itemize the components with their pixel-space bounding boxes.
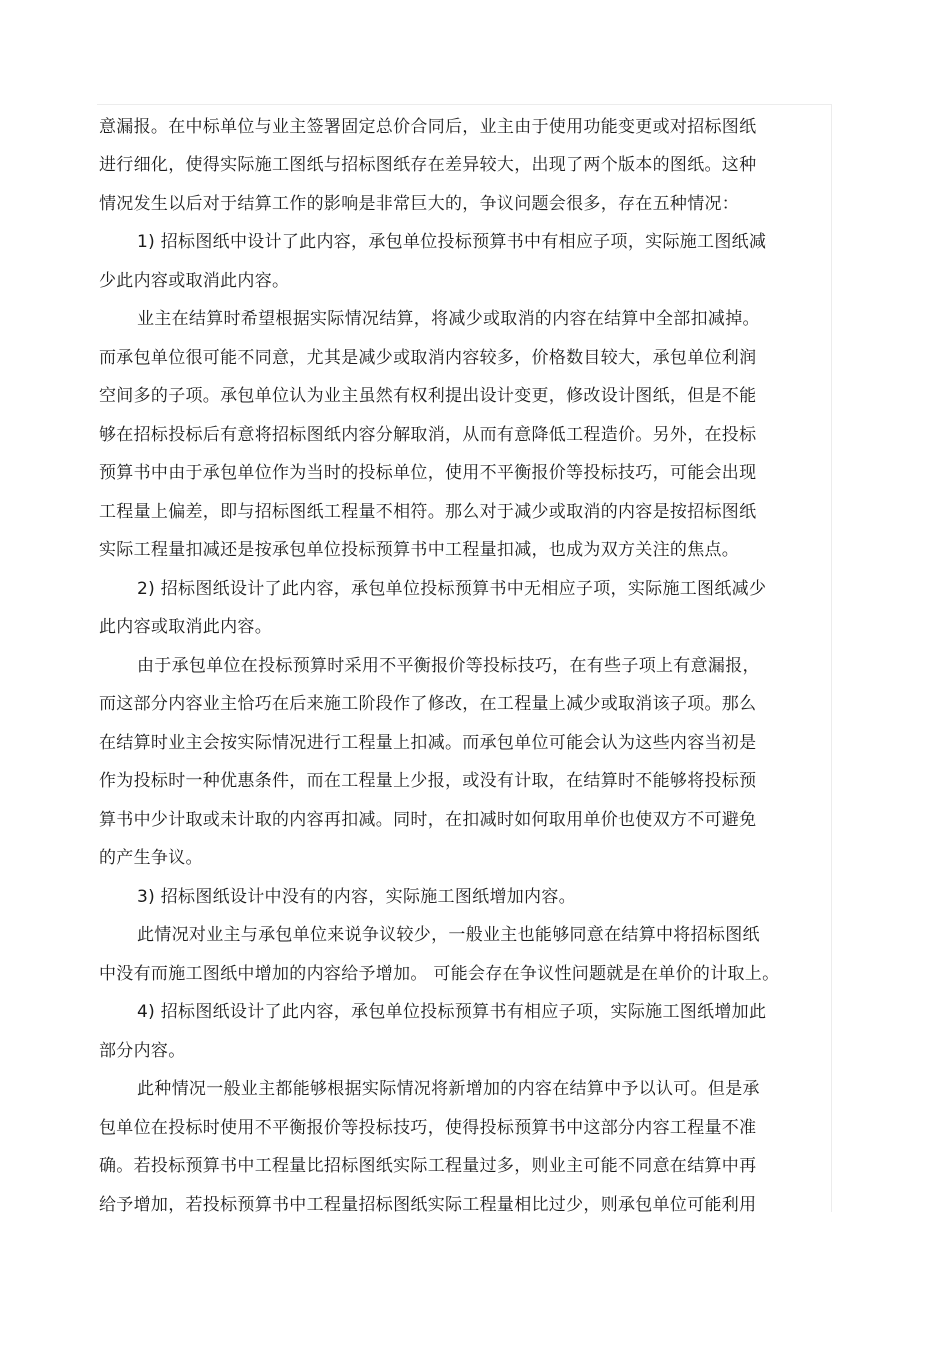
text-line: 进行细化，使得实际施工图纸与招标图纸存在差异较大，出现了两个版本的图纸。这种 xyxy=(99,155,757,175)
text-line: 而承包单位很可能不同意，尤其是减少或取消内容较多，价格数目较大，承包单位利润 xyxy=(99,348,757,368)
text-line: 工程量上偏差，即与招标图纸工程量不相符。那么对于减少或取消的内容是按招标图纸 xyxy=(99,502,757,522)
text-line: 够在招标投标后有意将招标图纸内容分解取消，从而有意降低工程造价。另外，在投标 xyxy=(99,425,757,445)
text-line: 的产生争议。 xyxy=(99,848,203,868)
text-line: 实际工程量扣减还是按承包单位投标预算书中工程量扣减，也成为双方关注的焦点。 xyxy=(99,540,740,560)
text-line: 意漏报。在中标单位与业主签署固定总价合同后，业主由于使用功能变更或对招标图纸 xyxy=(99,117,757,137)
text-line: 确。若投标预算书中工程量比招标图纸实际工程量过多，则业主可能不同意在结算中再 xyxy=(99,1156,757,1176)
text-line: 由于承包单位在投标预算时采用不平衡报价等投标技巧，在有些子项上有意漏报， xyxy=(137,656,760,676)
text-line: 少此内容或取消此内容。 xyxy=(99,271,290,291)
text-line: 作为投标时一种优惠条件，而在工程量上少报，或没有计取，在结算时不能够将投标预 xyxy=(99,771,757,791)
text-line: 此内容或取消此内容。 xyxy=(99,617,272,637)
text-line: 在结算时业主会按实际情况进行工程量上扣减。而承包单位可能会认为这些内容当初是 xyxy=(99,733,757,753)
text-line: 中没有而施工图纸中增加的内容给予增加。 可能会存在争议性问题就是在单价的计取上。 xyxy=(99,964,780,984)
text-line: 给予增加，若投标预算书中工程量招标图纸实际工程量相比过少，则承包单位可能利用 xyxy=(99,1195,757,1215)
text-line: 而这部分内容业主恰巧在后来施工阶段作了修改，在工程量上减少或取消该子项。那么 xyxy=(99,694,757,714)
text-line: 此种情况一般业主都能够根据实际情况将新增加的内容在结算中予以认可。但是承 xyxy=(137,1079,760,1099)
text-line: 空间多的子项。承包单位认为业主虽然有权利提出设计变更，修改设计图纸，但是不能 xyxy=(99,386,757,406)
text-line: 部分内容。 xyxy=(99,1041,186,1061)
text-line: 4) 招标图纸设计了此内容，承包单位投标预算书有相应子项，实际施工图纸增加此 xyxy=(137,1002,767,1022)
text-line: 情况发生以后对于结算工作的影响是非常巨大的，争议问题会很多，存在五种情况： xyxy=(99,194,740,214)
text-line: 包单位在投标时使用不平衡报价等投标技巧，使得投标预算书中这部分内容工程量不准 xyxy=(99,1118,757,1138)
text-line: 此情况对业主与承包单位来说争议较少，一般业主也能够同意在结算中将招标图纸 xyxy=(137,925,760,945)
text-line: 3) 招标图纸设计中没有的内容，实际施工图纸增加内容。 xyxy=(137,887,576,907)
text-line: 预算书中由于承包单位作为当时的投标单位，使用不平衡报价等投标技巧，可能会出现 xyxy=(99,463,757,483)
text-line: 算书中少计取或未计取的内容再扣减。同时，在扣减时如何取用单价也使双方不可避免 xyxy=(99,810,757,830)
text-line: 2) 招标图纸设计了此内容，承包单位投标预算书中无相应子项，实际施工图纸减少 xyxy=(137,579,767,599)
text-line: 1) 招标图纸中设计了此内容，承包单位投标预算书中有相应子项，实际施工图纸减 xyxy=(137,232,767,252)
text-line: 业主在结算时希望根据实际情况结算，将减少或取消的内容在结算中全部扣减掉。 xyxy=(137,309,760,329)
